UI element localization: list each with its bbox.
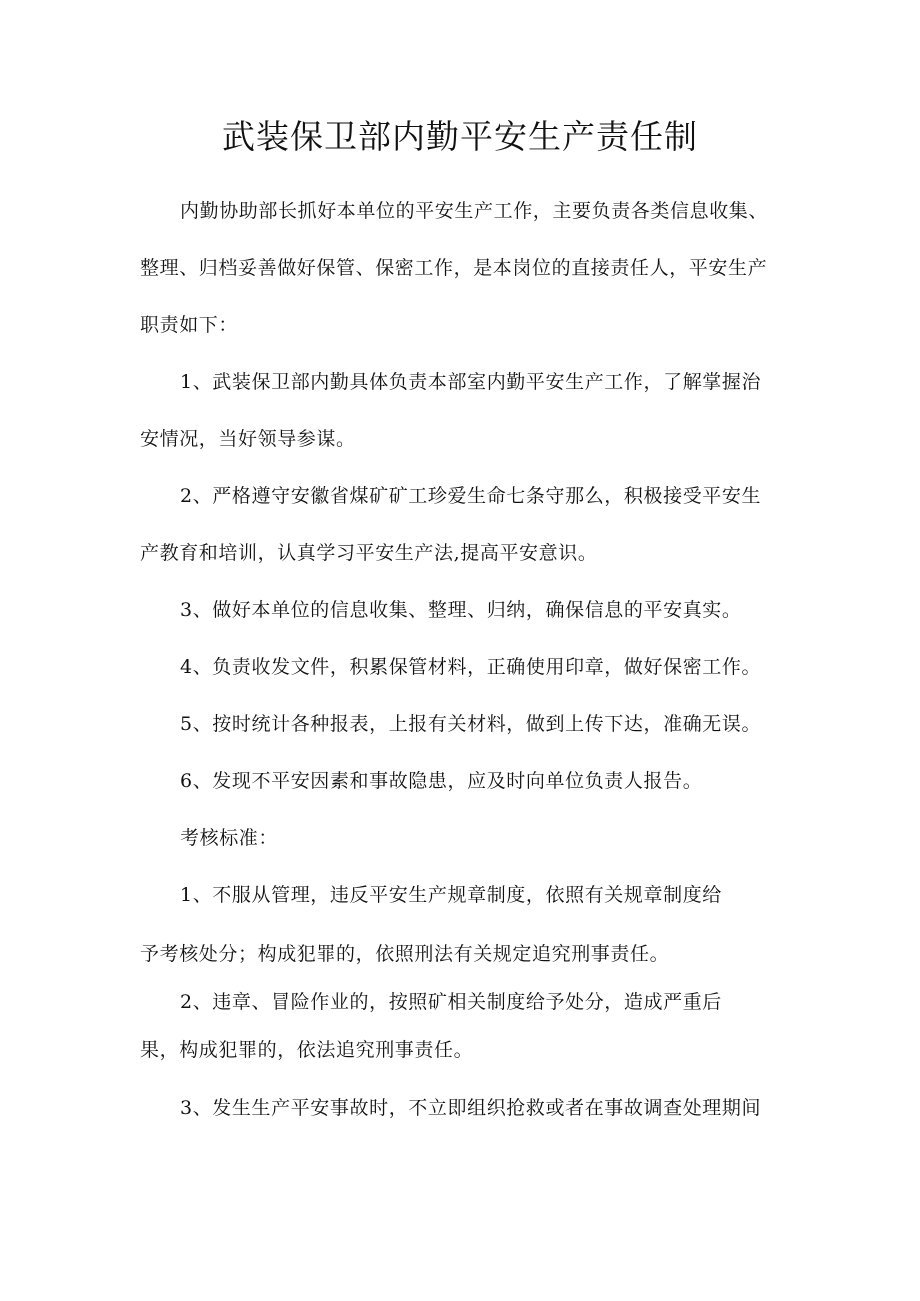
duty-3: 3、做好本单位的信息收集、整理、归纳，确保信息的平安真实。 xyxy=(180,599,742,621)
duty-4: 4、负责收发文件，积累保管材料，正确使用印章，做好保密工作。 xyxy=(180,656,762,678)
assessment-1-line-2: 予考核处分；构成犯罪的，依照刑法有关规定追究刑事责任。 xyxy=(140,943,670,965)
intro-line-1: 内勤协助部长抓好本单位的平安生产工作，主要负责各类信息收集、 xyxy=(180,200,769,222)
assessment-3-line-1: 3、发生生产平安事故时，不立即组织抢救或者在事故调查处理期间 xyxy=(180,1097,762,1119)
intro-line-2: 整理、归档妥善做好保管、保密工作，是本岗位的直接责任人，平安生产 xyxy=(140,257,768,279)
duty-1-line-1: 1、武装保卫部内勤具体负责本部室内勤平安生产工作，了解掌握治 xyxy=(180,371,762,393)
duty-5: 5、按时统计各种报表，上报有关材料，做到上传下达，准确无误。 xyxy=(180,713,762,735)
duty-2-line-2: 产教育和培训，认真学习平安生产法,提高平安意识。 xyxy=(140,542,598,564)
document-title: 武装保卫部内勤平安生产责任制 xyxy=(222,117,698,156)
assessment-heading: 考核标准： xyxy=(180,827,279,849)
assessment-1-line-1: 1、不服从管理，违反平安生产规章制度，依照有关规章制度给 xyxy=(180,884,722,906)
intro-line-3: 职责如下： xyxy=(140,314,239,336)
assessment-2-line-1: 2、违章、冒险作业的，按照矿相关制度给予处分，造成严重后 xyxy=(180,991,722,1013)
duty-1-line-2: 安情况，当好领导参谋。 xyxy=(140,428,356,450)
duty-6: 6、发现不平安因素和事故隐患，应及时向单位负责人报告。 xyxy=(180,770,703,792)
duty-2-line-1: 2、严格遵守安徽省煤矿矿工珍爱生命七条守那么，积极接受平安生 xyxy=(180,485,762,507)
assessment-2-line-2: 果，构成犯罪的，依法追究刑事责任。 xyxy=(140,1039,474,1061)
